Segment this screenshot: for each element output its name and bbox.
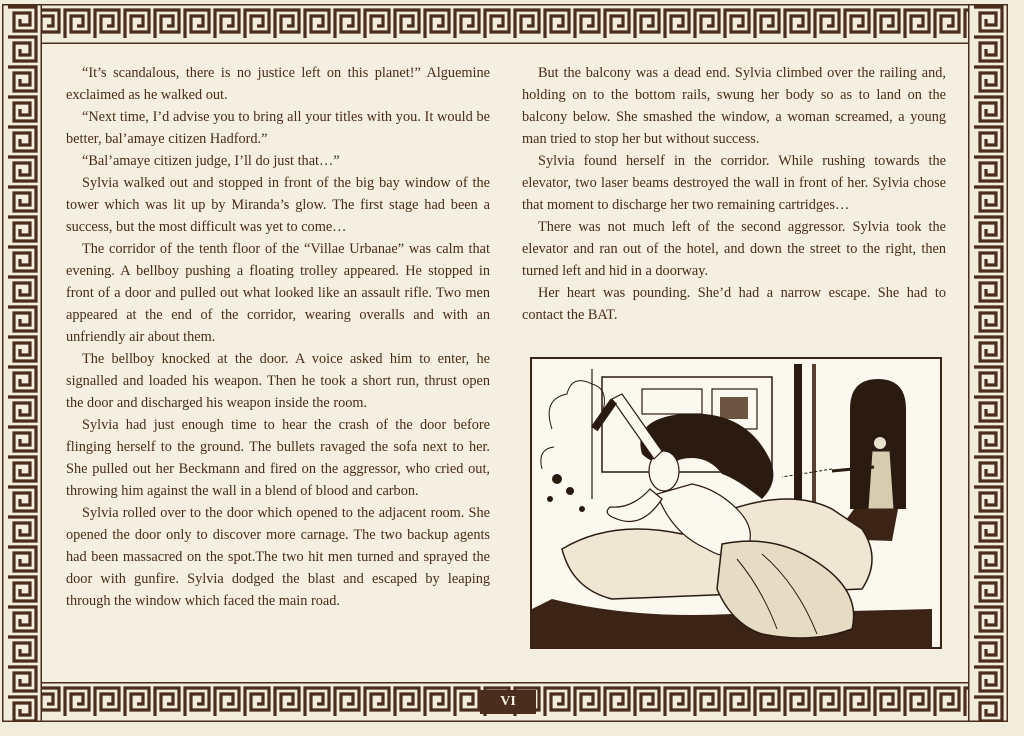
- paragraph: “It’s scandalous, there is no justice left on this planet!” Alguemine exclaimed as he walked out.: [66, 65, 490, 103]
- greek-key-border-top: [2, 4, 1008, 44]
- paragraph: Sylvia rolled over to the door which opened to the adjacent room. She opened the door only to discover more carnage. The two backup agents had been massacred on the spot.The two hit men turned and sprayed the door with gunfire. Sylvia dodged the blast and escaped by leaping through the window which faced the main road.: [66, 505, 490, 609]
- greek-key-border-right: [968, 4, 1008, 722]
- page-number: VI: [480, 690, 536, 714]
- comic-illustration: [530, 357, 942, 649]
- paragraph: Sylvia found herself in the corridor. While rushing towards the elevator, two laser beams destroyed the wall in front of her. Sylvia chose that moment to discharge her two remaining cartridges…: [522, 153, 946, 213]
- paragraph: Sylvia had just enough time to hear the crash of the door before flinging herself to the ground. The bullets ravaged the sofa next to her. She pulled out her Beckmann and fired on the aggressor, who cried out, throwing him against the wall in a blend of blood and carbon.: [66, 417, 490, 499]
- paragraph: “Next time, I’d advise you to bring all your titles with you. It would be better, bal’amaye citizen Hadford.”: [66, 109, 490, 147]
- paragraph: But the balcony was a dead end. Sylvia climbed over the railing and, holding on to the bottom rails, swung her body so as to land on the balcony below. She smashed the window, a woman screamed, a young man tried to stop her but without success.: [522, 65, 946, 147]
- paragraph: Her heart was pounding. She’d had a narrow escape. She had to contact the BAT.: [522, 285, 946, 323]
- paragraph: The corridor of the tenth floor of the “Villae Urbanae” was calm that evening. A bellboy pushing a floating trolley appeared. He stopped in front of a door and pulled out what looked like an assault rifle. Two men appeared at the end of the corridor, wearing overalls and with an unfriendly air about them.: [66, 241, 490, 345]
- greek-key-border-left: [2, 4, 42, 722]
- paragraph: Sylvia walked out and stopped in front of the big bay window of the tower which was lit up by Miranda’s glow. The first stage had been a success, but the most difficult was yet to come…: [66, 175, 490, 235]
- paragraph: “Bal’amaye citizen judge, I’ll do just that…”: [82, 153, 340, 169]
- left-column: [66, 62, 490, 612]
- paragraph: There was not much left of the second aggressor. Sylvia took the elevator and ran out of the hotel, and down the street to the right, then turned left and hid in a doorway.: [522, 219, 946, 279]
- right-column: [522, 62, 946, 326]
- paragraph: The bellboy knocked at the door. A voice asked him to enter, he signalled and loaded his weapon. Then he took a short run, thrust open the door and discharged his weapon inside the room.: [66, 351, 490, 411]
